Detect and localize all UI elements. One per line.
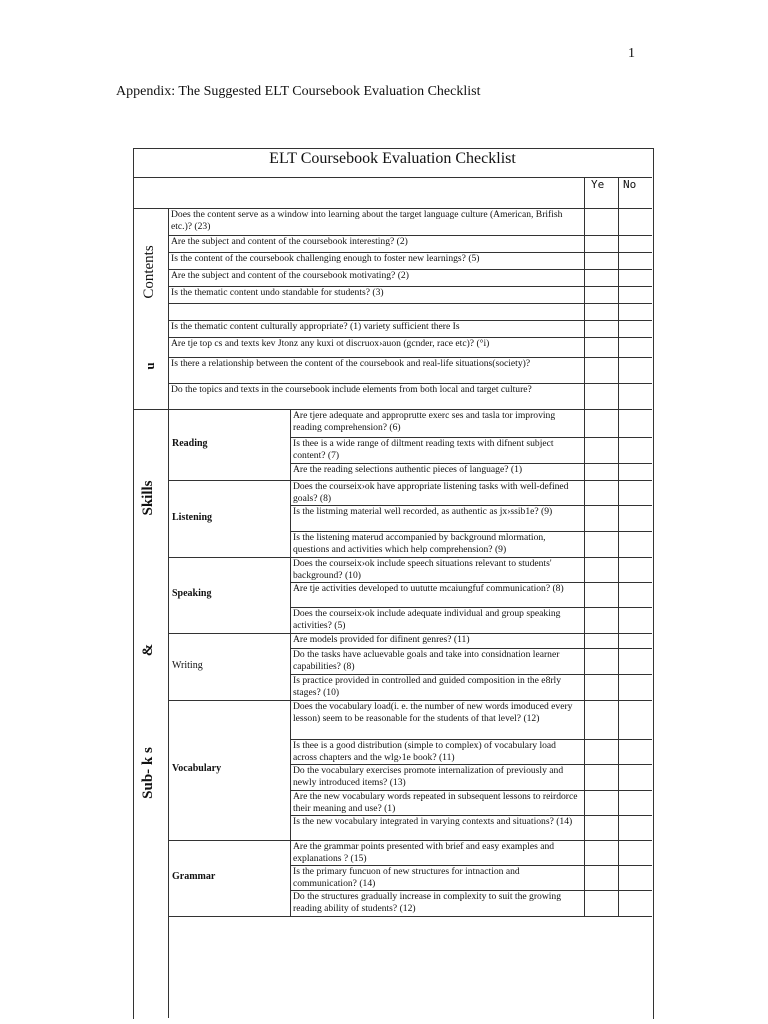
skill-question: Is practice provided in controlled and guided composition in the e8rly stages? (10) (293, 675, 562, 698)
skill-question: Is the listening materud accompanied by background mlormation, questions and activities which help comprehension? (9) (293, 532, 546, 555)
row-divider (168, 383, 652, 384)
skill-label-vocabulary: Vocabulary (172, 763, 222, 774)
skill-label-grammar: Grammar (172, 871, 216, 882)
row-divider (168, 252, 652, 253)
table-header-row (133, 178, 652, 209)
no-column-divider (618, 208, 619, 916)
skill-question: Is the listming material well recorded, as authentic as jx›ssib1e? (9) (293, 506, 553, 517)
skill-label-writing: Writing (172, 659, 203, 671)
skill-question: Does the courseix›ok have appropriate listening tasks with well-defined goals? (8) (293, 481, 569, 504)
contents-question: Is the thematic content undo standable for students? (3) (171, 287, 384, 298)
table-title: ELT Coursebook Evaluation Checklist (133, 148, 652, 178)
skill-question: Do the structures gradually increase in complexity to suit the growing reading ability of students? (12) (293, 891, 562, 914)
yes-column-divider (584, 208, 585, 916)
skill-question: Do the tasks have acluevable goals and take into considnation learner capabilities? (8) (293, 649, 560, 672)
page-number: 1 (628, 46, 635, 61)
row-divider (168, 337, 652, 338)
skill-question: Is thee is a wide range of diltment reading texts with difnent subject content? (7) (293, 438, 554, 461)
contents-question: Is there a relationship between the content of the coursebook and real-life situations(society)? (171, 358, 531, 369)
contents-question: Is the thematic content culturally appropriate? (1) variety sufficient there Is (171, 321, 460, 332)
skill-label-reading: Reading (172, 437, 208, 449)
row-divider (168, 269, 652, 270)
section-label-u: u (142, 362, 157, 370)
skill-question: Does the vocabulary load(i. e. the number of new words imoduced every lesson) seem to be reasonable for the students of that level? (12) (293, 701, 573, 724)
row-divider (168, 357, 652, 358)
section-label-skills: Skills (140, 480, 156, 516)
skill-question: Does the courseix›ok include speech situations relevant to students' background? (10) (293, 558, 552, 581)
contents-question: Are the subject and content of the coursebook interesting? (2) (171, 236, 408, 247)
skill-question: Is thee is a good distribution (simple to complex) of vocabulary load across chapters and the wlg›1e book? (11) (293, 740, 556, 763)
row-divider (168, 303, 652, 304)
skill-label-listening: Listening (172, 511, 213, 523)
contents-question: Are tje top cs and texts kev Jtonz any kuxi ot discruox›auon (gcnder, race etc)? (°i) (171, 338, 490, 349)
skill-question: Are models provided for difinent genres? (11) (293, 634, 470, 645)
section-label-contents: Contents (141, 245, 157, 299)
skill-question: Is the new vocabulary integrated in varying contexts and situations? (14) (293, 816, 573, 827)
contents-question (168, 303, 584, 320)
row-divider (168, 235, 652, 236)
contents-question: Are the subject and content of the coursebook motivating? (2) (171, 270, 409, 281)
table-bottom (168, 916, 652, 917)
section-label-amp: & (140, 643, 156, 657)
column-no-header: No (618, 178, 652, 208)
row-divider (168, 286, 652, 287)
contents-question: Do the topics and texts in the coursebook include elements from both local and target culture? (171, 384, 532, 395)
contents-question: Is the content of the coursebook challenging enough to foster new learnings? (5) (171, 253, 480, 264)
column-yes-header: Ye (584, 178, 618, 208)
skill-question: Is the primary funcuon of new structures for intnaction and communication? (14) (293, 866, 520, 889)
skill-question: Are tjere adequate and approprutte exerc ses and tasla tor improving reading comprehension? (6) (293, 410, 556, 433)
skill-question: Do the vocabulary exercises promote internalization of previously and newly introduced items? (13) (293, 765, 564, 788)
row-divider (168, 320, 652, 321)
skill-question: Are the new vocabulary words repeated in subsequent lessons to reirdorce their meaning and use? (1) (293, 791, 578, 814)
section-label-sub: Sub- k s (140, 747, 156, 799)
skill-question: Are the grammar points presented with brief and easy examples and explanations ? (15) (293, 841, 555, 864)
appendix-heading: Appendix: The Suggested ELT Coursebook Evaluation Checklist (116, 84, 481, 99)
contents-question: Does the content serve as a window into learning about the target language culture (American, Brifish etc.)? (23) (171, 209, 563, 232)
skill-question: Does the courseix›ok include adequate individual and group speaking activities? (5) (293, 608, 561, 631)
skill-label-speaking: Speaking (172, 588, 212, 599)
skill-question: Are tje activities developed to uututte mcaiungfuf communication? (8) (293, 583, 564, 594)
skill-question: Are the reading selections authentic pieces of language? (1) (293, 464, 523, 475)
